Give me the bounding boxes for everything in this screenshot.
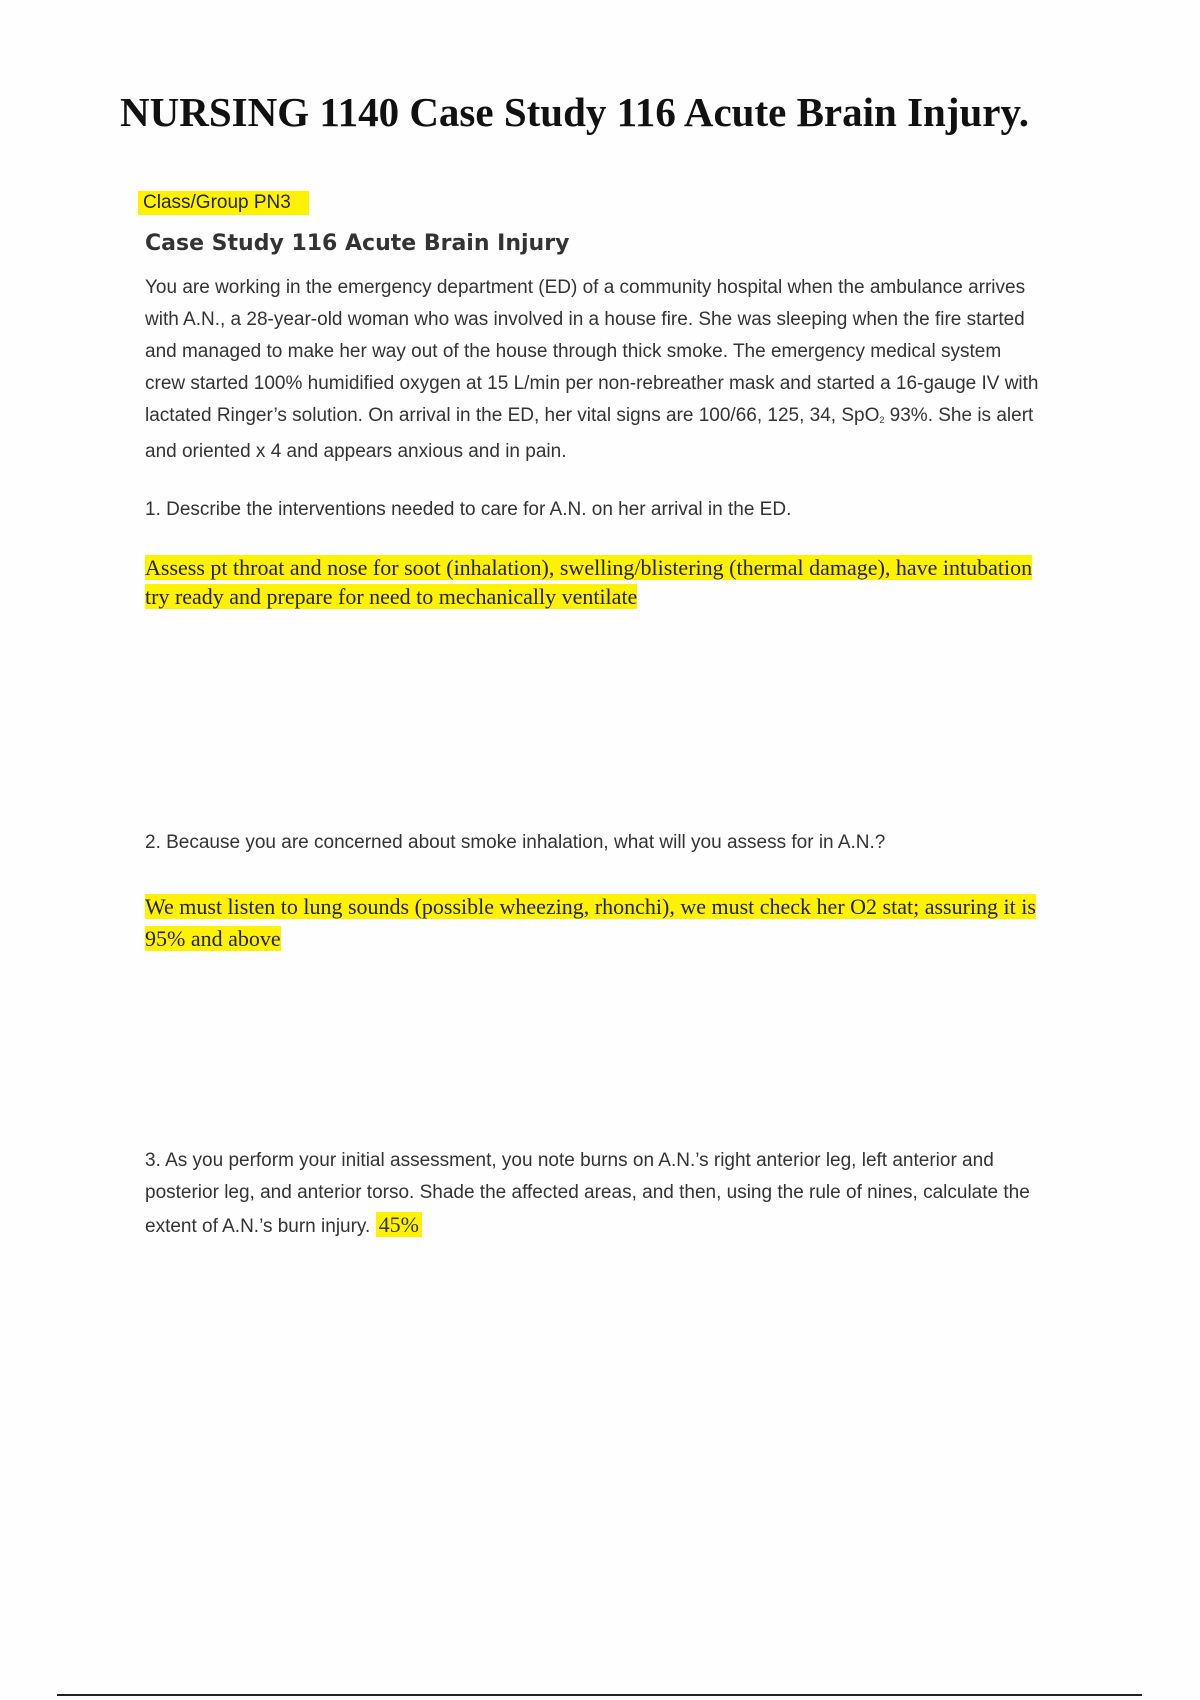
answer-2-highlight: We must listen to lung sounds (possible wheezing, rhonchi), we must check her O2 stat; assuring it is 95% and above (145, 894, 1036, 951)
question-2: 2. Because you are concerned about smoke inhalation, what will you assess for in A.N.? (145, 832, 886, 853)
spo2-subscript: 2 (879, 415, 885, 425)
scenario-text-part2: 93%. She is alert and oriented x 4 and appears anxious and in pain. (145, 405, 1034, 462)
class-group-label: Class/Group PN3 (138, 191, 309, 215)
case-scenario-paragraph (145, 272, 1045, 468)
answer-3-highlight: 45% (376, 1212, 422, 1237)
case-study-heading: Case Study 116 Acute Brain Injury (145, 231, 570, 256)
document-title: NURSING 1140 Case Study 116 Acute Brain Injury. (120, 89, 1029, 135)
question-3-text: 3. As you perform your initial assessment, you note burns on A.N.’s right anterior leg, left anterior and posterior leg, and anterior torso. Shade the affected areas, and then, using the rule of nines, calculate the extent of A.N.’s burn injury. (145, 1150, 1030, 1237)
answer-2 (145, 891, 1045, 955)
question-1: 1. Describe the interventions needed to care for A.N. on her arrival in the ED. (145, 499, 792, 520)
answer-1 (145, 553, 1045, 611)
question-3 (145, 1145, 1045, 1243)
bottom-divider (57, 1694, 1142, 1696)
scenario-text-part1: You are working in the emergency department (ED) of a community hospital when the ambulance arrives with A.N., a 28-year-old woman who was involved in a house fire. She was sleeping when the fire started and managed to make her way out of the house through thick smoke. The emergency medical system crew started 100% humidified oxygen at 15 L/min per non-rebreather mask and started a 16-gauge IV with lactated Ringer’s solution. On arrival in the ED, her vital signs are 100/66, 125, 34, SpO (145, 277, 1039, 426)
answer-1-highlight: Assess pt throat and nose for soot (inhalation), swelling/blistering (thermal damage), have intubation try ready and prepare for need to mechanically ventilate (145, 555, 1033, 609)
